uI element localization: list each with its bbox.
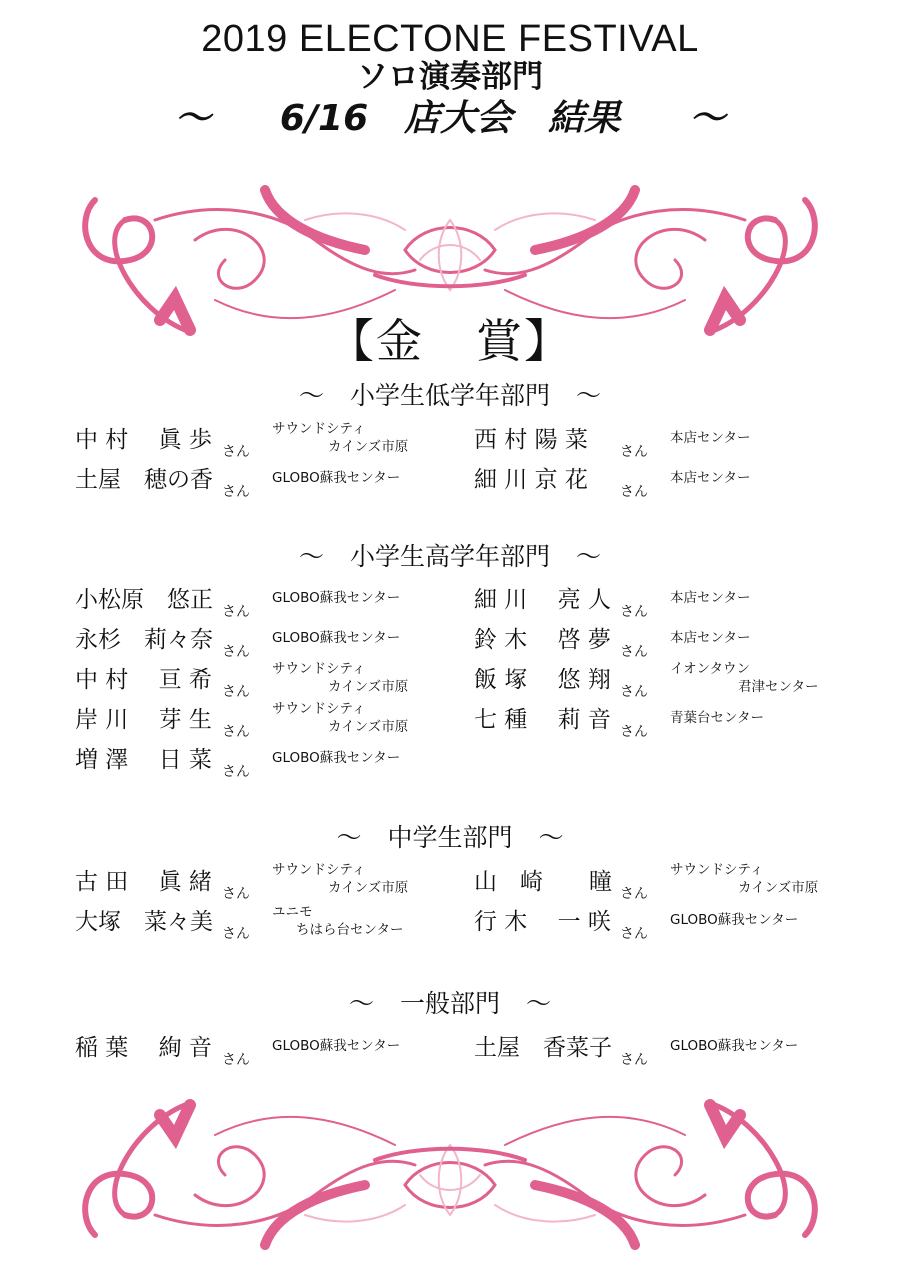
entrant-name: 古 田 眞 緒 bbox=[75, 869, 212, 895]
venue: サウンドシティ カインズ市原 bbox=[670, 862, 819, 896]
entrant-name: 大塚 菜々美 bbox=[75, 909, 213, 935]
event-title: 2019 ELECTONE FESTIVAL bbox=[201, 18, 699, 60]
section-title-upper-elementary: ～ 小学生高学年部門 ～ bbox=[298, 542, 602, 571]
result-title bbox=[0, 96, 900, 142]
section-title-junior-high: ～ 中学生部門 ～ bbox=[336, 823, 564, 852]
honorific: さん bbox=[620, 926, 648, 942]
venue: イオンタウン 君津センター bbox=[670, 661, 819, 695]
entrant-name: 行 木 一 咲 bbox=[474, 909, 611, 935]
flourish-ornament-bottom-icon bbox=[75, 1085, 825, 1255]
venue: サウンドシティ カインズ市原 bbox=[272, 701, 409, 735]
honorific: さん bbox=[620, 886, 648, 902]
venue: 本店センター bbox=[670, 590, 751, 606]
entrant-name: 小松原 悠正 bbox=[75, 587, 213, 613]
honorific: さん bbox=[620, 644, 648, 660]
honorific: さん bbox=[222, 926, 250, 942]
entrant-name: 永杉 莉々奈 bbox=[75, 627, 213, 653]
honorific: さん bbox=[222, 764, 250, 780]
entrant-name: 細 川 亮 人 bbox=[474, 587, 611, 613]
honorific: さん bbox=[222, 444, 250, 460]
award-char-1: 金 bbox=[376, 314, 424, 368]
entrant-name: 稲 葉 絢 音 bbox=[75, 1035, 212, 1061]
venue: 本店センター bbox=[670, 430, 751, 446]
award-bracket-open: 【 bbox=[328, 314, 376, 368]
honorific: さん bbox=[222, 604, 250, 620]
venue: サウンドシティ カインズ市原 bbox=[272, 862, 409, 896]
section-title-general: ～ 一般部門 ～ bbox=[348, 989, 552, 1018]
honorific: さん bbox=[620, 484, 648, 500]
venue: GLOBO蘇我センター bbox=[272, 1038, 401, 1054]
award-bracket-close: 】 bbox=[524, 314, 572, 368]
award-heading bbox=[0, 312, 900, 370]
honorific: さん bbox=[222, 886, 250, 902]
honorific: さん bbox=[620, 444, 648, 460]
entrant-name: 中 村 亘 希 bbox=[75, 667, 212, 693]
venue: サウンドシティ カインズ市原 bbox=[272, 421, 409, 455]
tilde-left: ～ bbox=[174, 98, 211, 139]
honorific: さん bbox=[222, 484, 250, 500]
venue: GLOBO蘇我センター bbox=[670, 912, 799, 928]
venue: GLOBO蘇我センター bbox=[272, 750, 401, 766]
section-title-lower-elementary: ～ 小学生低学年部門 ～ bbox=[298, 381, 602, 410]
entrant-name: 山 崎 瞳 bbox=[474, 869, 612, 895]
entrant-name: 増 澤 日 菜 bbox=[75, 747, 212, 773]
honorific: さん bbox=[620, 1052, 648, 1068]
venue: 青葉台センター bbox=[670, 710, 764, 726]
honorific: さん bbox=[222, 684, 250, 700]
venue: GLOBO蘇我センター bbox=[670, 1038, 799, 1054]
entrant-name: 西 村 陽 菜 bbox=[474, 427, 588, 453]
venue: GLOBO蘇我センター bbox=[272, 630, 401, 646]
honorific: さん bbox=[620, 604, 648, 620]
category-title: ソロ演奏部門 bbox=[357, 59, 543, 95]
honorific: さん bbox=[620, 724, 648, 740]
venue: 本店センター bbox=[670, 630, 751, 646]
venue: ユニモ ちはら台センター bbox=[272, 904, 404, 938]
honorific: さん bbox=[222, 724, 250, 740]
entrant-name: 土屋 香菜子 bbox=[474, 1035, 612, 1061]
honorific: さん bbox=[620, 684, 648, 700]
honorific: さん bbox=[222, 644, 250, 660]
venue: 本店センター bbox=[670, 470, 751, 486]
tilde-right: ～ bbox=[689, 98, 726, 139]
result-title-main: 6/16 店大会 結果 bbox=[279, 98, 621, 139]
venue: サウンドシティ カインズ市原 bbox=[272, 661, 409, 695]
venue: GLOBO蘇我センター bbox=[272, 470, 401, 486]
entrant-name: 中 村 眞 歩 bbox=[75, 427, 212, 453]
honorific: さん bbox=[222, 1052, 250, 1068]
entrant-name: 飯 塚 悠 翔 bbox=[474, 667, 611, 693]
venue: GLOBO蘇我センター bbox=[272, 590, 401, 606]
entrant-name: 七 種 莉 音 bbox=[474, 707, 611, 733]
entrant-name: 土屋 穂の香 bbox=[75, 467, 213, 493]
entrant-name: 岸 川 芽 生 bbox=[75, 707, 212, 733]
award-char-2: 賞 bbox=[476, 314, 524, 368]
entrant-name: 鈴 木 啓 夢 bbox=[474, 627, 611, 653]
entrant-name: 細 川 京 花 bbox=[474, 467, 588, 493]
